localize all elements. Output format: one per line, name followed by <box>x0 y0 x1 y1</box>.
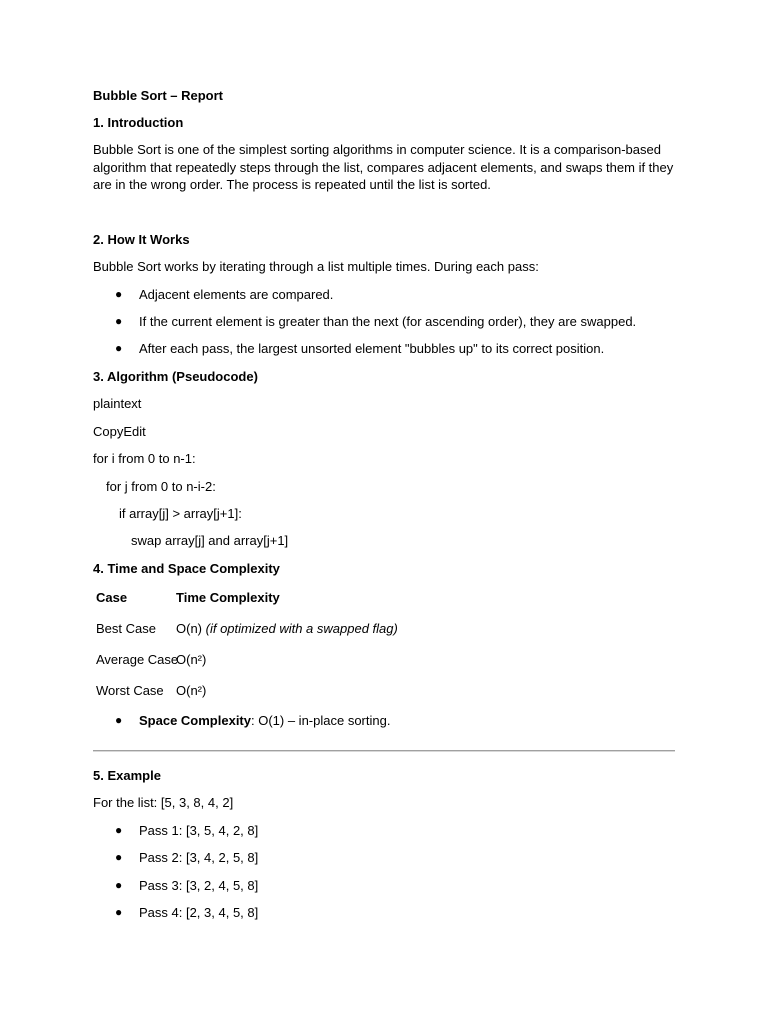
introduction-paragraph: Bubble Sort is one of the simplest sorting algorithms in computer science. It is a comparison-based algorithm that repeatedly steps through the list, compares adjacent elements, and swaps them if they are in the wrong order. The process is repeated until the list is sorted. <box>93 142 674 192</box>
list-item: Pass 4: [2, 3, 4, 5, 8] <box>139 905 259 920</box>
time-note: (if optimized with a swapped flag) <box>205 621 398 636</box>
space-complexity-item <box>139 712 390 729</box>
table-cell-case: Best Case <box>96 621 156 636</box>
code-line: swap array[j] and array[j+1] <box>131 533 289 548</box>
code-line: if array[j] > array[j+1]: <box>119 506 242 521</box>
code-line: for j from 0 to n-i-2: <box>106 479 216 494</box>
table-header-time: Time Complexity <box>176 590 280 605</box>
table-header-case: Case <box>96 590 128 605</box>
section-heading-example: 5. Example <box>93 768 161 783</box>
copy-edit-label: CopyEdit <box>93 424 146 439</box>
section-heading-introduction: 1. Introduction <box>93 115 184 130</box>
bullet-icon: ● <box>115 878 123 892</box>
section-heading-algorithm: 3. Algorithm (Pseudocode) <box>93 369 258 384</box>
example-lead: For the list: [5, 3, 8, 4, 2] <box>93 795 234 810</box>
bullet-icon: ● <box>115 287 123 301</box>
space-complexity-value: : O(1) – in-place sorting. <box>251 713 391 728</box>
bullet-icon: ● <box>115 850 123 864</box>
table-cell-case: Worst Case <box>96 683 164 698</box>
time-value: O(n) <box>176 621 202 636</box>
horizontal-rule <box>93 750 675 752</box>
table-cell-case: Average Case <box>96 652 179 667</box>
section-heading-complexity: 4. Time and Space Complexity <box>93 561 280 576</box>
table-cell-time: O(n²) <box>176 683 207 698</box>
code-line: for i from 0 to n-1: <box>93 451 196 466</box>
bullet-icon: ● <box>115 823 123 837</box>
bullet-icon: ● <box>115 905 123 919</box>
table-cell-time: O(n²) <box>176 652 207 667</box>
list-item: After each pass, the largest unsorted element "bubbles up" to its correct position. <box>139 341 605 356</box>
bullet-icon: ● <box>115 341 123 355</box>
document-title: Bubble Sort – Report <box>93 88 224 103</box>
list-item: Adjacent elements are compared. <box>139 287 334 302</box>
bullet-icon: ● <box>115 314 123 328</box>
code-language-label: plaintext <box>93 396 142 411</box>
table-cell-time <box>176 620 398 637</box>
section-heading-how-it-works: 2. How It Works <box>93 232 190 247</box>
how-it-works-lead: Bubble Sort works by iterating through a list multiple times. During each pass: <box>93 259 539 274</box>
list-item: Pass 1: [3, 5, 4, 2, 8] <box>139 823 259 838</box>
space-complexity-label: Space Complexity <box>139 713 251 728</box>
list-item: Pass 2: [3, 4, 2, 5, 8] <box>139 850 259 865</box>
list-item: Pass 3: [3, 2, 4, 5, 8] <box>139 878 259 893</box>
bullet-icon: ● <box>115 713 123 727</box>
list-item: If the current element is greater than the next (for ascending order), they are swapped. <box>139 314 637 329</box>
